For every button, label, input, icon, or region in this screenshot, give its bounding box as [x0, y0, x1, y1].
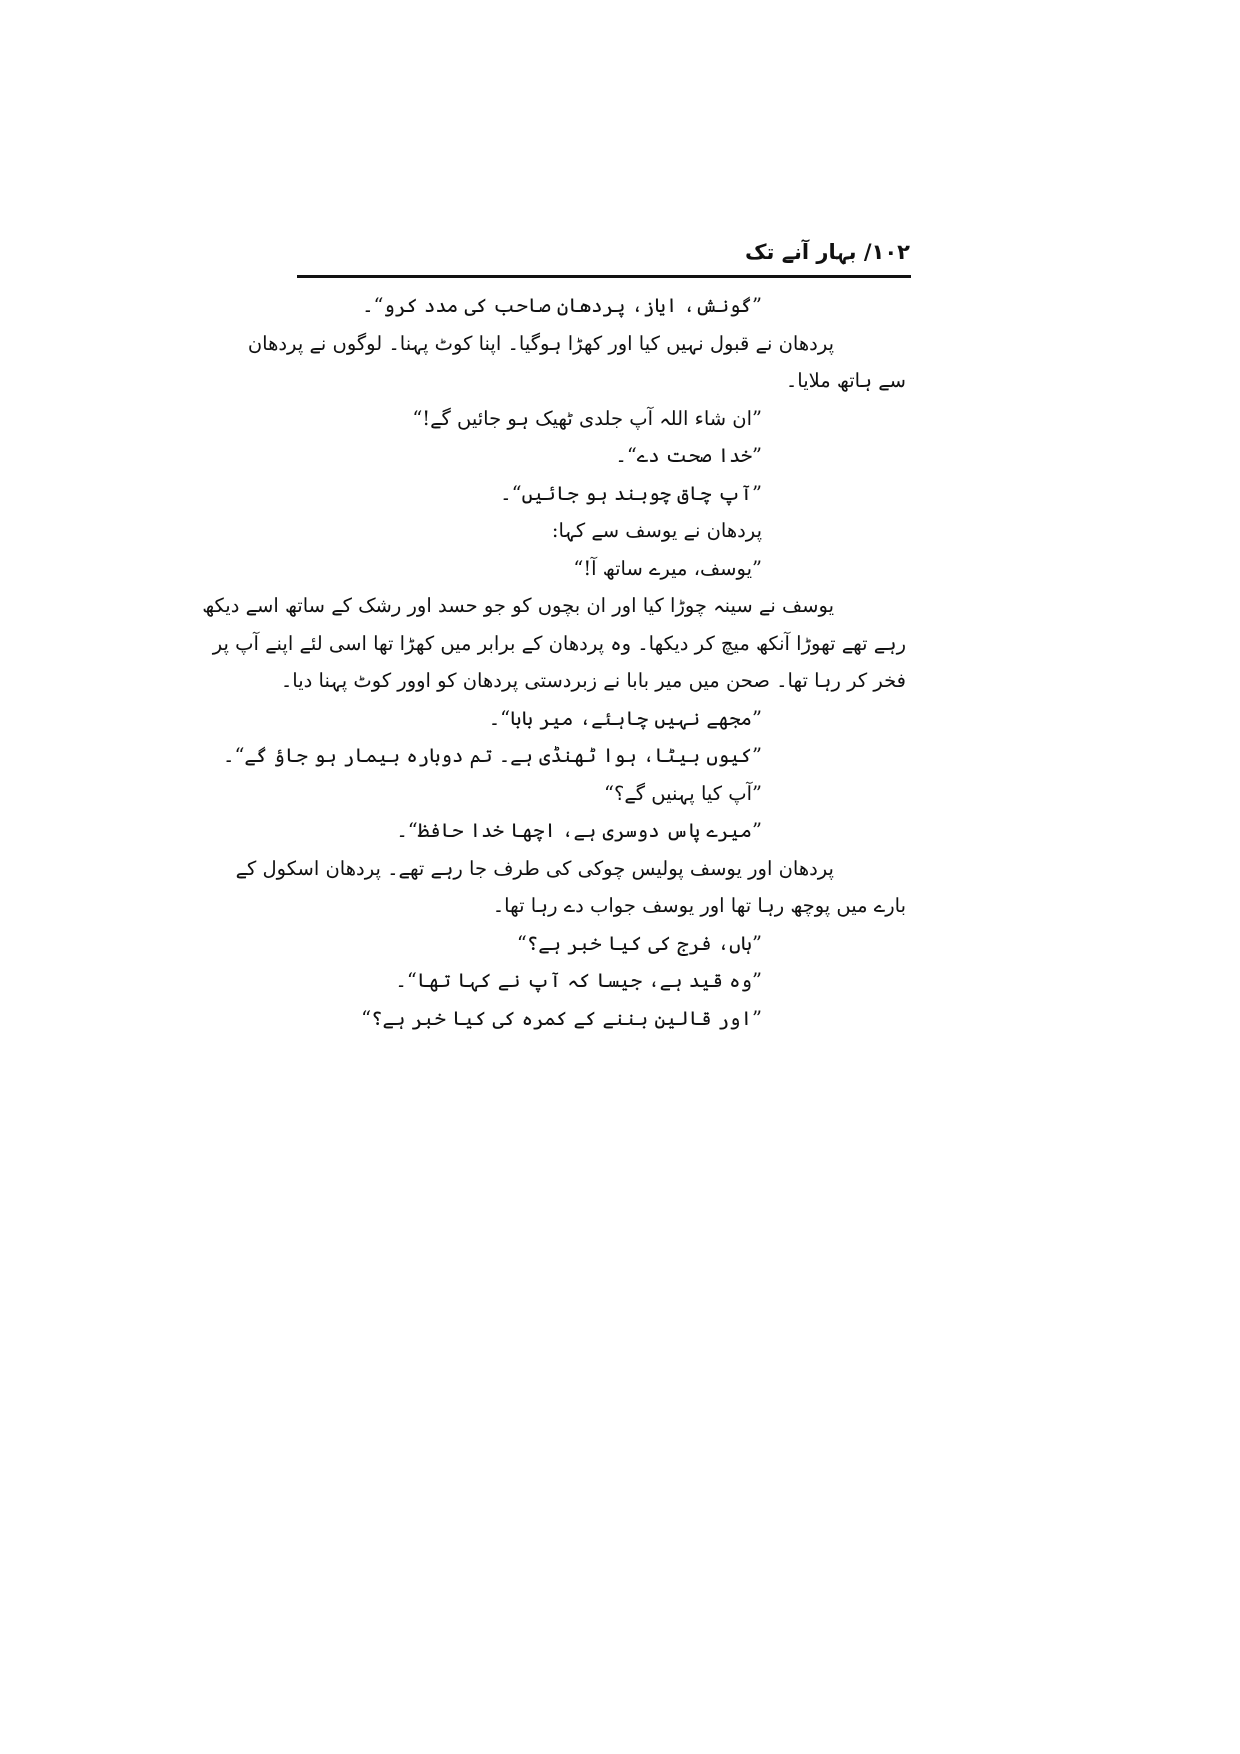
text-line: ”وہ قید ہے، جیسا کہ آپ نے کہا تھا“۔	[395, 969, 762, 992]
text-line: ”یوسف، میرے ساتھ آ!“	[573, 556, 762, 580]
text-line: ”کیوں بیٹا، ہوا ٹھنڈی ہے۔ تم دوبارہ بیمار ہو جاؤ گے“۔	[223, 744, 762, 767]
text-line: فخر کر رہا تھا۔ صحن میں میر بابا نے زبردستی پردھان کو اوور کوٹ پہنا دیا۔	[280, 669, 906, 692]
header-rule	[297, 275, 911, 278]
text-line: ”آپ چاق چوبند ہو جائیں“۔	[500, 481, 762, 505]
text-line: پردھان نے قبول نہیں کیا اور کھڑا ہوگیا۔ اپنا کوٹ پہنا۔ لوگوں نے پردھان	[247, 331, 834, 355]
text-line: بارے میں پوچھ رہا تھا اور یوسف جواب دے رہا تھا۔	[492, 894, 906, 917]
text-line: ”ہاں، فرج کی کیا خبر ہے؟“	[516, 931, 762, 955]
text-line: ”میرے پاس دوسری ہے، اچھا خدا حافظ“۔	[396, 819, 762, 842]
running-header: ۱۰۲/ بہار آنے تک	[745, 240, 910, 264]
text-line: ”گونش، ایاز، پردھان صاحب کی مدد کرو“۔	[362, 294, 762, 317]
text-line: رہے تھے تھوڑا آنکھ میچ کر دیکھا۔ وہ پردھان کے برابر میں کھڑا تھا اسی لئے اپنے آپ پر	[212, 631, 906, 655]
text-line: ”مجھے نہیں چاہئے، میر بابا“۔	[488, 706, 762, 730]
text-line: ”خدا صحت دے“۔	[615, 444, 762, 467]
text-line: یوسف نے سینہ چوڑا کیا اور ان بچوں کو جو حسد اور رشک کے ساتھ اسے دیکھ	[202, 594, 834, 617]
text-line: سے ہاتھ ملایا۔	[785, 369, 906, 392]
text-line: ”ان شاء اللہ آپ جلدی ٹھیک ہو جائیں گے!“	[412, 406, 762, 430]
text-line: پردھان نے یوسف سے کہا:	[551, 519, 762, 542]
text-line: ”اور قالین بننے کے کمرہ کی کیا خبر ہے؟“	[361, 1006, 762, 1030]
text-line: پردھان اور یوسف پولیس چوکی کی طرف جا رہے تھے۔ پردھان اسکول کے	[235, 856, 834, 880]
text-line: ”آپ کیا پہنیں گے؟“	[604, 781, 762, 805]
body-text	[202, 287, 906, 1037]
